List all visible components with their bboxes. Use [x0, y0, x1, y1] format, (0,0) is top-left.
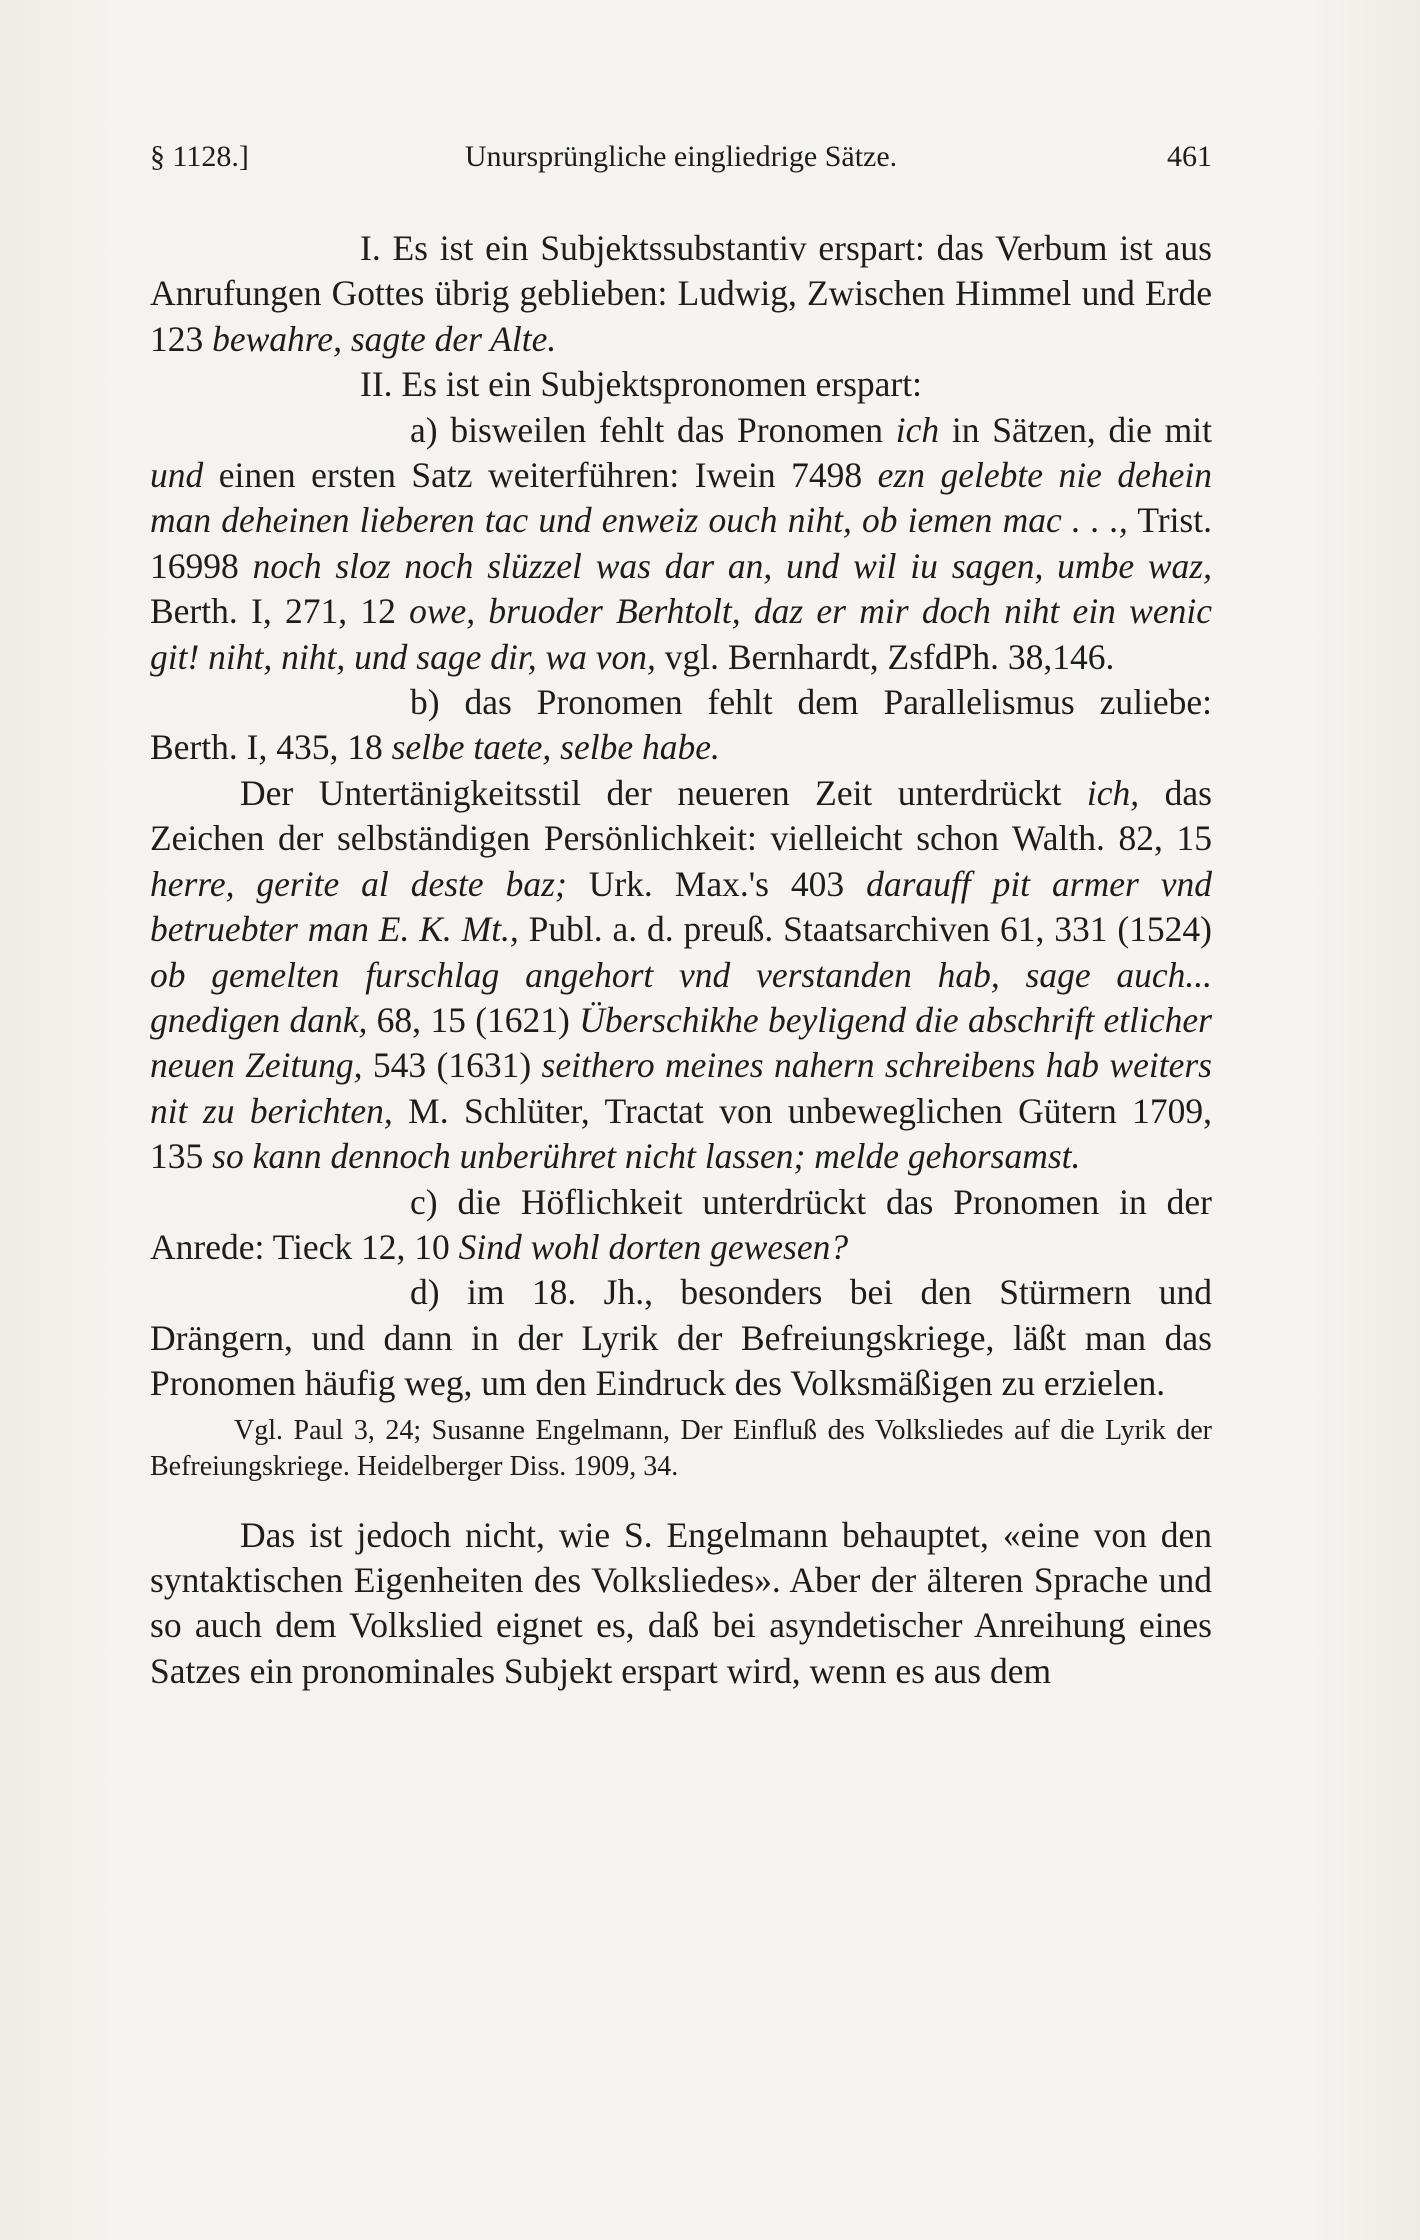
- paragraph-d: d) im 18. Jh., besonders bei den Stürmern und Drängern, und dann in der Lyrik der Befreiungskriege, läßt man das Pronomen häufig weg, um den Eindruck des Volksmäßigen zu erzielen.: [150, 1272, 1212, 1404]
- paragraph-I: I. Es ist ein Subjektssubstantiv erspart: das Verbum ist aus Anrufungen Gottes übrig geblieben: Ludwig, Zwischen Himmel und Erde 123 bewahre, sagte der Alte.: [150, 228, 1212, 359]
- section-reference: § 1128.]: [150, 140, 249, 173]
- footnote-reference: Vgl. Paul 3, 24; Susanne Engelmann, Der Einfluß des Volksliedes auf die Lyrik der Befreiungskriege. Heidelberger Diss. 1909, 34.: [150, 1414, 1212, 1482]
- paragraph-II: II. Es ist ein Subjektspronomen erspart:: [360, 364, 922, 405]
- paragraph-c: c) die Höflichkeit unterdrückt das Pronomen in der Anrede: Tieck 12, 10 Sind wohl dorten gewesen?: [150, 1181, 1212, 1267]
- page-number: 461: [1167, 140, 1212, 173]
- paragraph-a: a) bisweilen fehlt das Pronomen ich in Sätzen, die mit und einen ersten Satz weiterführen: Iwein 7498 ezn gelebte nie dehein man deheinen lieberen tac und enweiz ouch niht, ob iemen mac . . ., Trist. 16998 noch sloz noch slüzzel was dar an, und wil iu sagen, umbe waz, Berth. I, 271, 12 owe, bruoder Berhtolt, daz er mir doch niht ein wenic git! niht, niht, und sage dir, wa von, vgl. Bernhardt, ZsfdPh. 38,146.: [150, 409, 1212, 677]
- running-title: Unursprüngliche eingliedrige Sätze.: [464, 140, 898, 173]
- body-text: [150, 226, 1212, 1694]
- paragraph-b: b) das Pronomen fehlt dem Parallelismus zuliebe: Berth. I, 435, 18 selbe taete, selbe habe.: [150, 682, 1212, 768]
- paragraph-untertaenigkeitsstil: Der Untertänigkeitsstil der neueren Zeit unterdrückt ich, das Zeichen der selbständigen Persönlichkeit: vielleicht schon Walth. 82, 15 herre, gerite al deste baz; Urk. Max.'s 403 darauff pit armer vnd betruebter man E. K. Mt., Publ. a. d. preuß. Staatsarchiven 61, 331 (1524) ob gemelten furschlag angehort vnd verstanden hab, sage auch... gnedigen dank, 68, 15 (1621) Überschikhe beyligend die abschrift etlicher neuen Zeitung, 543 (1631) seithero meines nahern schreibens hab weiters nit zu berichten, M. Schlüter, Tractat von unbeweglichen Gütern 1709, 135 so kann dennoch unberühret nicht lassen; melde gehorsamst.: [150, 772, 1213, 1177]
- running-header: [150, 140, 1212, 184]
- paragraph-engelmann: Das ist jedoch nicht, wie S. Engelmann behauptet, «eine von den syntaktischen Eigenheiten des Volksliedes». Aber der älteren Sprache und so auch dem Volkslied eignet es, daß bei asyndetischer Anreihung eines Satzes ein pronominales Subjekt erspart wird, wenn es aus dem: [150, 1514, 1212, 1691]
